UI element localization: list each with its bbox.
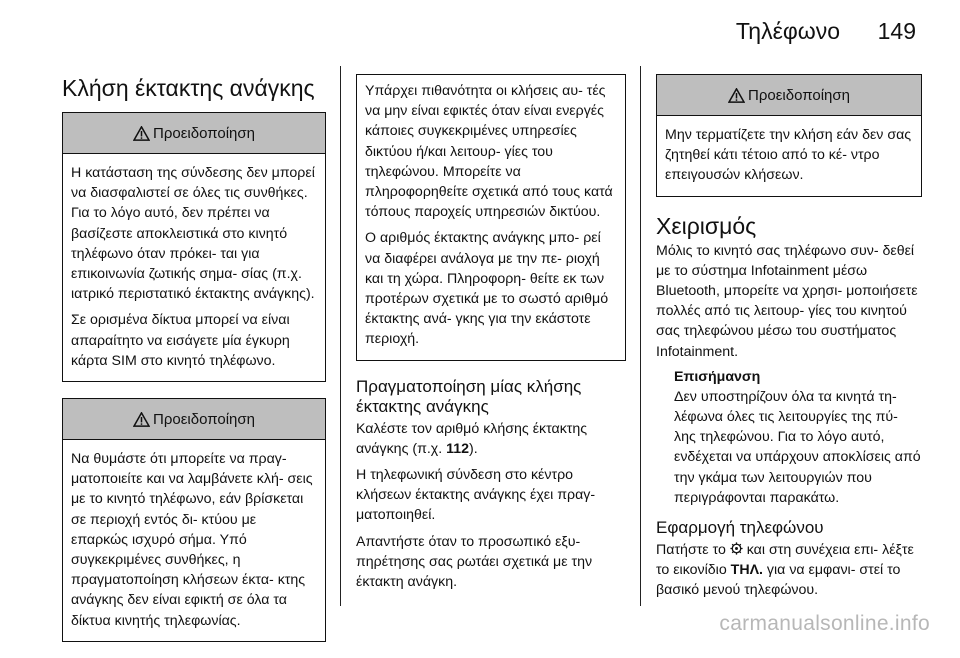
column-divider-2 xyxy=(640,66,641,606)
warning-box-body xyxy=(63,440,325,641)
warning-box-body xyxy=(657,116,921,196)
watermark: carmanualsonline.info xyxy=(719,612,930,635)
page-number: 149 xyxy=(877,18,916,44)
paragraph: Μόλις το κινητό σας τηλέφωνο συν- δεθεί με το σύστημα Infotainment μέσω Bluetooth, μπορείτε να χρησι- μοποιήσετε πολλές από τις λειτουρ- γίες του κινητού σας τηλεφώνου μέσω του συστήματος Infotainment. xyxy=(656,242,918,360)
warning-triangle-icon xyxy=(728,88,745,103)
page-header xyxy=(0,14,960,54)
warning-text: Η κατάσταση της σύνδεσης δεν μπορεί να διασφαλιστεί σε όλες τις συνθήκες. Για το λόγο αυτό, δεν πρέπει να βασίζεστε αποκλειστικά στο κινητό τηλέφωνο όταν πρόκει- ται για επικοινωνία ζωτικής σημα- σίας (π.χ. ιατρικό περιστατικό έκτακτης ανάγκης). xyxy=(71,165,315,303)
paragraph: Καλέστε τον αριθμό κλήσης έκτακτης ανάγκης (π.χ. 112). xyxy=(356,420,588,457)
paragraph: Η τηλεφωνική σύνδεση στο κέντρο κλήσεων έκτακτης ανάγκης έχει πραγ- ματοποιηθεί. xyxy=(356,467,596,524)
column-middle xyxy=(356,66,626,598)
warning-box-2 xyxy=(62,398,326,642)
warning-box-header xyxy=(657,75,921,116)
column-left xyxy=(62,66,326,658)
warning-box-header xyxy=(63,113,325,154)
note-text: Δεν υποστηρίζουν όλα τα κινητά τη- λέφωνα όλες τις λειτουργίες της πύ- λης τηλεφώνου. Για το λόγο αυτό, ενδέχεται να υπάρχουν αποκλίσεις από την γκάμα των λειτουργιών που περιγράφονται παρακάτω. xyxy=(674,388,921,506)
warning-text: Να θυμάστε ότι μπορείτε να πραγ- ματοποιείτε και να λαμβάνετε κλή- σεις με το κινητό τηλέφωνο, εάν βρίσκεται σε περιοχή εντός δι- κτύου με επαρκώς ισχυρό σήμα. Υπό συγκεκριμένες συνθήκες, η πραγματοποίηση κλήσεων έκτα- κτης ανάγκης δεν είναι εφικτή σε όλα τα δίκτυα κινητής τηλεφωνίας. xyxy=(71,451,313,629)
warning-text: Ο αριθμός έκτακτης ανάγκης μπο- ρεί να διαφέρει ανάλογα με την πε- ριοχή και τη χώρα. Πληροφορη- θείτε εκ των προτέρων σχετικά με το σωστό αριθμό έκτακτης ανά- γκης για την εκάστοτε περιοχή. xyxy=(365,230,609,348)
column-divider-1 xyxy=(340,66,341,606)
warning-box-header xyxy=(63,399,325,440)
note-title: Επισήμανση xyxy=(674,368,761,385)
section-title-emergency: Κλήση έκτακτης ανάγκης xyxy=(62,75,315,101)
column-right xyxy=(656,66,922,607)
home-gear-icon xyxy=(730,542,743,555)
warning-box-body xyxy=(63,154,325,381)
section-title-operation: Χειρισμός xyxy=(656,212,757,239)
subsection-title-phone-app: Εφαρμογή τηλεφώνου xyxy=(656,518,824,538)
paragraph: Πατήστε το και στη συνέχεια επι- λέξτε το εικονίδιο ΤΗΛ. για να εμφανι- στεί το βασικό μενού τηλεφώνου. xyxy=(656,542,914,599)
emergency-number: 112 xyxy=(446,440,470,457)
warning-box-3 xyxy=(656,74,922,197)
warning-text: Σε ορισμένα δίκτυα μπορεί να είναι απαραίτητο να εισάγετε μία έγκυρη κάρτα SIM στο κινητό τηλέφωνο. xyxy=(71,312,290,369)
warning-box-body xyxy=(357,75,625,360)
warning-text: Μην τερματίζετε την κλήση εάν δεν σας ζητηθεί κάτι τέτοιο από το κέ- ντρο επειγουσών κλήσεων. xyxy=(665,127,912,184)
subsection-title-make-call: Πραγματοποίηση μίας κλήσης έκτακτης ανάγκης xyxy=(356,376,582,416)
paragraph: Απαντήστε όταν το προσωπικό εξυ- πηρέτησης σας ρωτάει σχετικά με την έκτακτη ανάγκη. xyxy=(356,533,593,591)
warning-title: Προειδοποίηση xyxy=(153,410,255,428)
header-title: Τηλέφωνο xyxy=(735,18,840,44)
note xyxy=(656,368,922,508)
warning-triangle-icon xyxy=(133,412,150,427)
warning-title: Προειδοποίηση xyxy=(153,124,255,142)
warning-box-continued xyxy=(356,74,626,361)
warning-title: Προειδοποίηση xyxy=(748,86,850,104)
warning-box-1 xyxy=(62,112,326,382)
phone-icon-label: ΤΗΛ. xyxy=(730,562,763,579)
warning-text: Υπάρχει πιθανότητα οι κλήσεις αυ- τές να μην είναι εφικτές όταν είναι ενεργές κάποιες συγκεκριμένες υπηρεσίες δικτύου ή/και λειτουρ- γίες του τηλεφώνου. Μπορείτε να πληροφορηθείτε σχετικά από τους κατά τόπους παροχείς υπηρεσιών δικτύου. xyxy=(365,83,613,221)
warning-triangle-icon xyxy=(133,126,150,141)
